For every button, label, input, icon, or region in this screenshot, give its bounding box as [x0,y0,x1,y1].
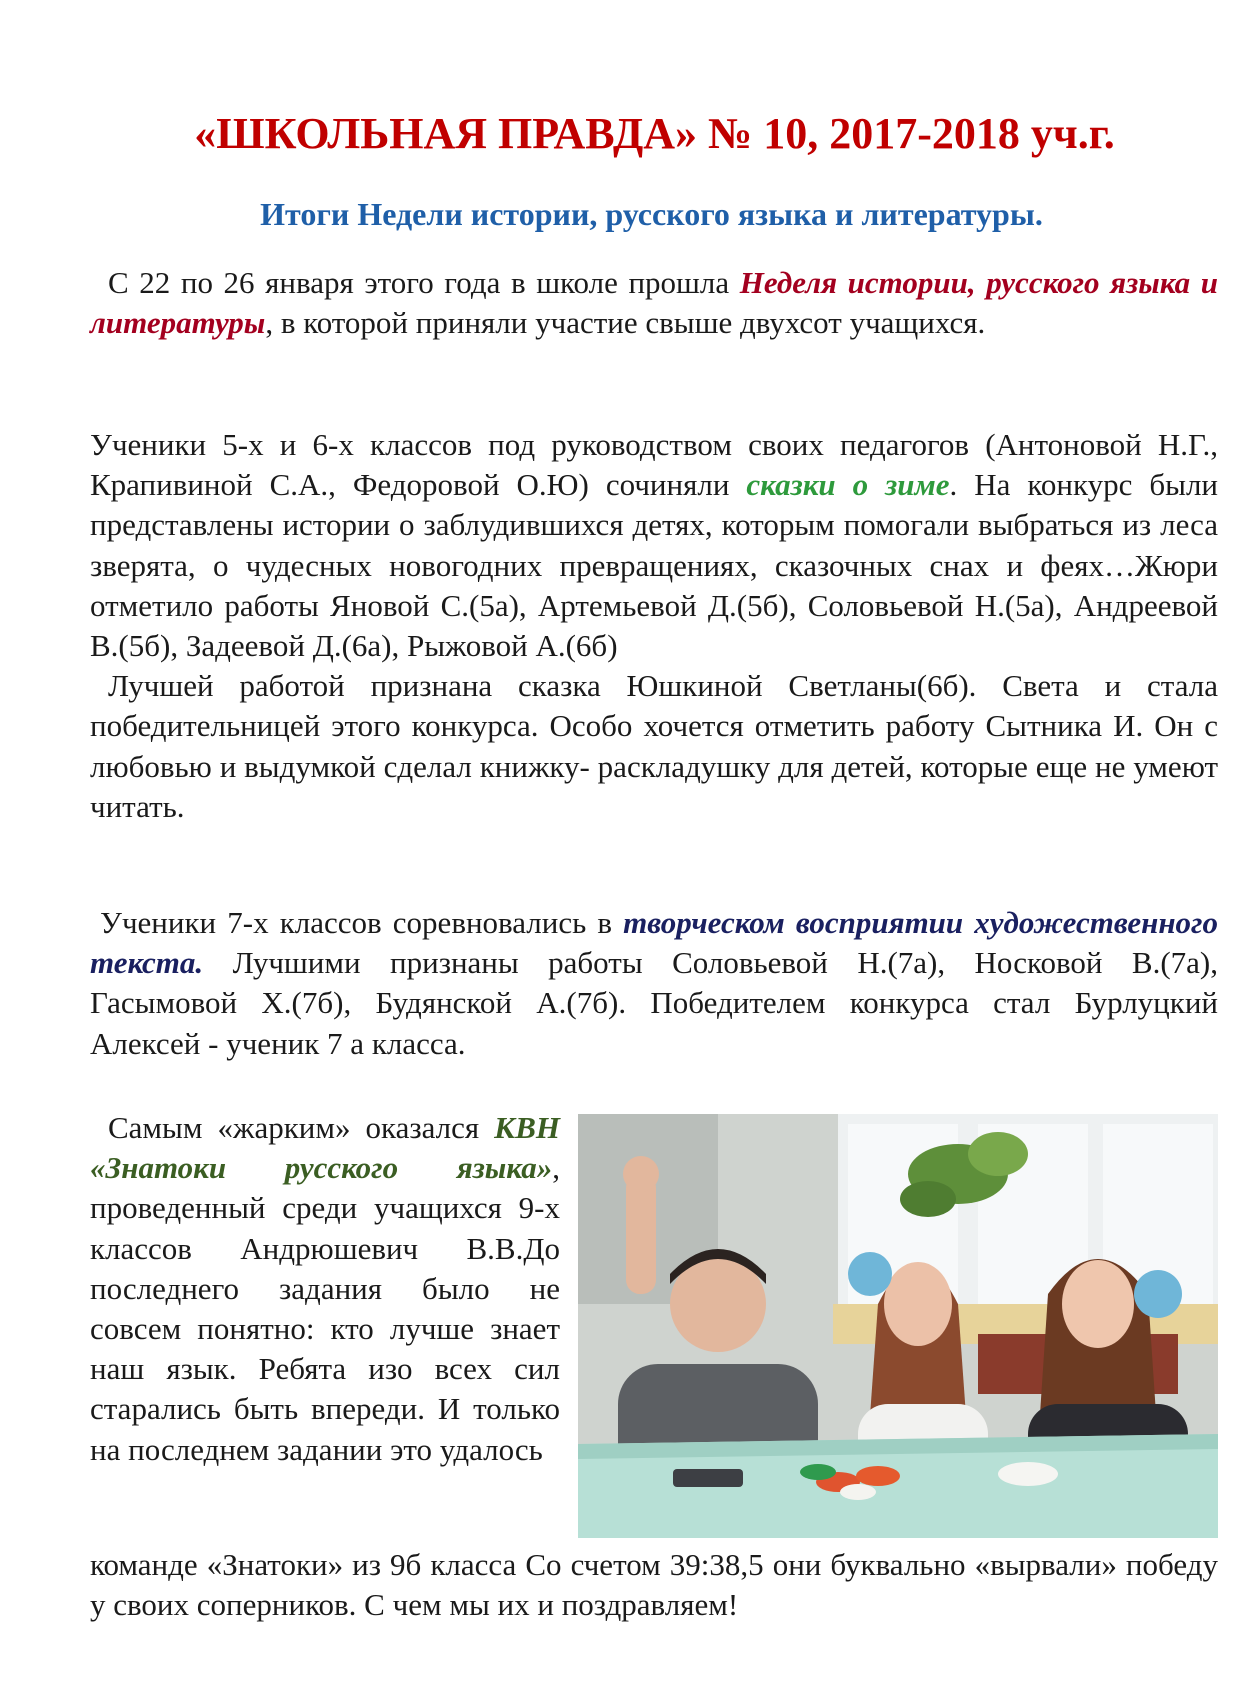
newspaper-masthead: «ШКОЛЬНАЯ ПРАВДА» № 10, 2017-2018 уч.г. [194,109,1115,158]
paragraph-fairy-tales [90,425,1218,827]
paragraph-seventh-grade [90,903,1218,1064]
kvn-photo [578,1114,1218,1538]
paragraph-text: С 22 по 26 января этого года в школе прошла [108,265,740,300]
paragraph-kvn [90,1108,560,1470]
article-headline: Итоги Недели истории, русского языка и литературы. [260,196,1043,232]
paragraph-text: Самым «жарким» оказался [108,1110,495,1145]
paragraph-text: , в которой приняли участие свыше двухсот учащихся. [265,305,986,341]
paragraph-text: Ученики 5-х и 6-х классов под руководством своих педагогов (Антоновой Н.Г., Крапивиной С.А., Федоровой О.Ю) сочиняли [90,427,1218,503]
paragraph-text: Ученики 7-х классов соревновались в [100,905,624,940]
paragraph-text: Лучшими признаны работы Соловьевой Н.(7а), Носковой В.(7а), Гасымовой Х.(7б), Будянской А.(7б). Победителем конкурса стал Бурлуцкий Алексей - ученик 7 а класса. [90,945,1218,1061]
paragraph-text: , проведенный среди учащихся 9-х классов Андрюшевич В.В.До последнего задания было не совсем понятно: кто лучше знает наш язык. Ребята изо всех сил старались быть впереди. И только на последнем задании это удалось [90,1150,560,1467]
paragraph-week-intro [90,263,1218,343]
paragraph-kvn-result: команде «Знатоки» из 9б класса Со счетом 39:38,5 они буквально «вырвали» победу у своих соперников. С чем мы их и поздравляем! [90,1547,1218,1623]
paragraph-text: Лучшей работой признана сказка Юшкиной Светланы(6б). Света и стала победительницей этого конкурса. Особо хочется отметить работу Сытника И. Он с любовью и выдумкой сделал книжку- раскладушку для детей, которые еще не умеют читать. [90,668,1218,824]
highlight-kvn: КВН «Знатоки русского языка» [90,1110,560,1186]
paragraph-text: . На конкурс были представлены истории о заблудившихся детях, которым помогали выбраться из леса зверята, о чудесных новогодних превращениях, сказочных снах и феях…Жюри отметило работы Яновой С.(5а), Артемьевой Д.(5б), Соловьевой Н.(5а), Андреевой В.(5б), Задеевой Д.(6а), Рыжовой А.(6б) [90,467,1219,664]
highlight-creative-perception: творческом восприятии художественного текста. [90,905,1219,981]
highlight-fairy-tales: сказки о зиме [746,467,950,503]
highlight-week-name: Неделя истории, русского языка и литературы [90,265,1218,341]
